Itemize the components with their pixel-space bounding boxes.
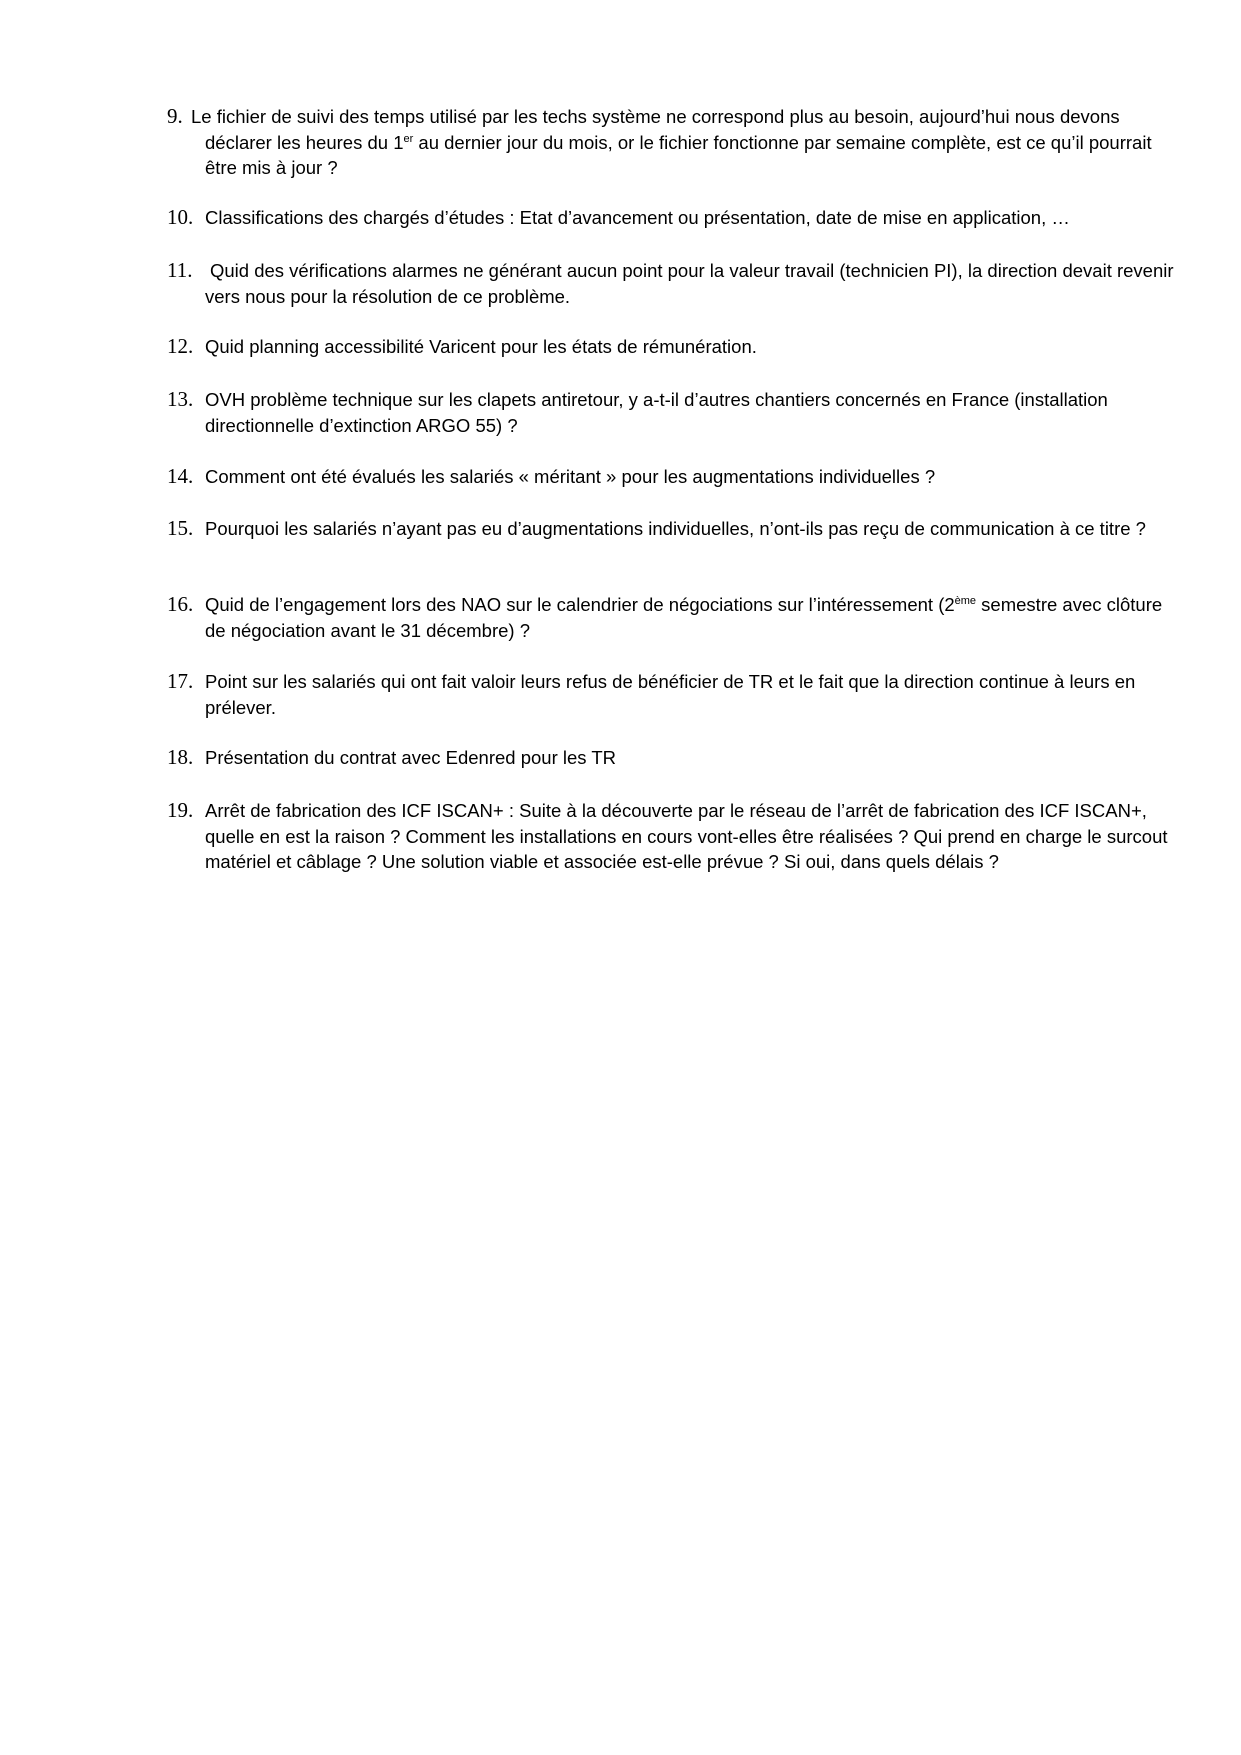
item-text: Classifications des chargés d’études : Etat d’avancement ou présentation, date de mise en application, … bbox=[205, 207, 1070, 228]
superscript: ème bbox=[954, 594, 977, 607]
item-number: 11. bbox=[167, 258, 193, 282]
list-item-15 bbox=[167, 516, 1187, 542]
item-text: Quid des vérifications alarmes ne générant aucun point pour la valeur travail (technicien PI), la direction devait revenir vers nous pour la résolution de ce problème. bbox=[205, 260, 1174, 307]
item-text: Point sur les salariés qui ont fait valoir leurs refus de bénéficier de TR et le fait que la direction continue à leurs en prélever. bbox=[205, 671, 1136, 718]
list-item-10 bbox=[167, 205, 1187, 231]
item-number: 15. bbox=[167, 516, 194, 540]
list-item-14 bbox=[167, 464, 1187, 490]
item-number: 16. bbox=[167, 592, 194, 616]
list-item-13 bbox=[167, 387, 1187, 438]
item-text: Comment ont été évalués les salariés « méritant » pour les augmentations individuelles ? bbox=[205, 466, 936, 487]
list-item-19 bbox=[167, 798, 1187, 875]
list-item-16 bbox=[167, 592, 1187, 643]
item-text: Quid planning accessibilité Varicent pour les états de rémunération. bbox=[205, 336, 757, 357]
item-text: Le fichier de suivi des temps utilisé par les techs système ne correspond plus au besoin, aujourd’hui nous devons déclarer les heures du 1er au dernier jour du mois, or le fichier fonctionne par semaine complète, est ce qu’il pourrait être mis à jour ? bbox=[191, 106, 1152, 178]
list-item-18 bbox=[167, 745, 1187, 771]
item-number: 12. bbox=[167, 334, 194, 358]
item-number: 13. bbox=[167, 387, 194, 411]
item-text: Pourquoi les salariés n’ayant pas eu d’augmentations individuelles, n’ont-ils pas reçu de communication à ce titre ? bbox=[205, 518, 1146, 539]
list-item-12 bbox=[167, 334, 1187, 360]
item-number: 19. bbox=[167, 798, 194, 822]
item-number: 14. bbox=[167, 464, 194, 488]
item-number: 9. bbox=[167, 104, 183, 128]
item-number: 10. bbox=[167, 205, 194, 229]
list-item-17 bbox=[167, 669, 1187, 720]
item-text: Arrêt de fabrication des ICF ISCAN+ : Suite à la découverte par le réseau de l’arrêt de fabrication des ICF ISCAN+, quelle en est la raison ? Comment les installations en cours vont-elles être réalisées ? Qui prend en charge le surcout matériel et câblage ? Une solution viable et associée est-elle prévue ? Si oui, dans quels délais ? bbox=[205, 800, 1168, 872]
superscript: er bbox=[403, 132, 414, 145]
item-text: OVH problème technique sur les clapets antiretour, y a-t-il d’autres chantiers concernés en France (installation directionnelle d’extinction ARGO 55) ? bbox=[205, 389, 1108, 436]
list-item-11 bbox=[167, 258, 1187, 309]
list-item-9 bbox=[167, 104, 1187, 181]
item-text: Présentation du contrat avec Edenred pour les TR bbox=[205, 747, 617, 768]
item-text: Quid de l’engagement lors des NAO sur le calendrier de négociations sur l’intéressement (2ème semestre avec clôture de négociation avant le 31 décembre) ? bbox=[205, 594, 1163, 641]
item-number: 17. bbox=[167, 669, 194, 693]
item-number: 18. bbox=[167, 745, 194, 769]
